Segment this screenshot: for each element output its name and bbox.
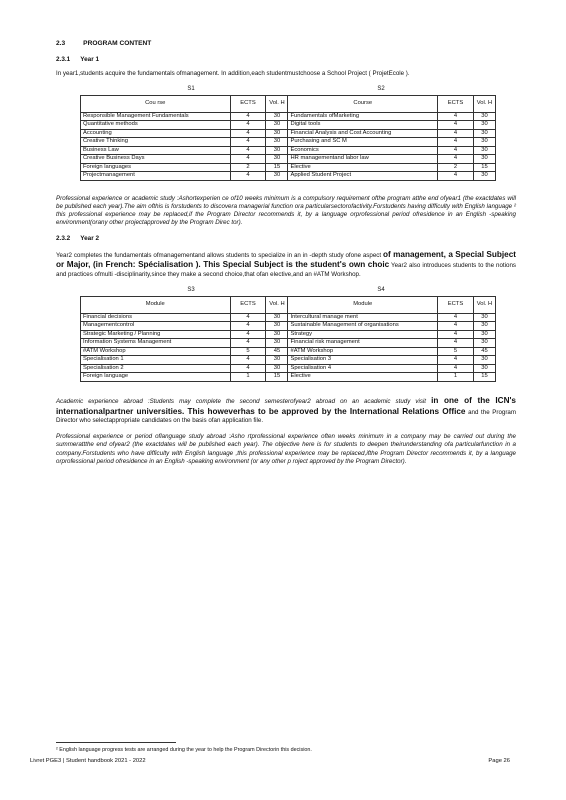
table-cell: 30 <box>473 112 495 121</box>
table-cell: 15 <box>473 373 495 382</box>
table-row <box>81 356 496 365</box>
footnote-rule <box>56 742 176 743</box>
table-cell: #ATM Workshop <box>81 347 231 356</box>
table-cell: 4 <box>230 322 266 331</box>
header-module: Module <box>288 296 438 313</box>
table-cell: 4 <box>438 356 474 365</box>
table-cell: 5 <box>230 347 266 356</box>
table-cell: 4 <box>230 356 266 365</box>
table-cell: Sustainable Management of organisations <box>288 322 438 331</box>
table-cell: 4 <box>438 146 474 155</box>
year2-number: 2.3.2 <box>56 235 71 243</box>
table-cell: Elective <box>288 373 438 382</box>
abroad-em: in one of the ICN's internationalpartner universities. This howeverhas to be approved by the International Relations Office <box>56 396 516 416</box>
table-cell: 30 <box>473 129 495 138</box>
footnote <box>56 742 516 754</box>
semester-labels-2 <box>56 287 516 295</box>
table-cell: 1 <box>230 373 266 382</box>
table-cell: 30 <box>266 356 288 365</box>
table-cell: Financial Analysis and Cost Accounting <box>288 129 438 138</box>
table-cell: Foreign language <box>81 373 231 382</box>
header-ects: ECTS <box>230 296 266 313</box>
table-cell: 4 <box>230 129 266 138</box>
table-cell: 4 <box>230 364 266 373</box>
table-cell: 45 <box>473 347 495 356</box>
table-cell: Creative Business Days <box>81 155 231 164</box>
table-row <box>81 330 496 339</box>
year2-title: Year 2 <box>80 235 100 243</box>
table-cell: Projectmanagement <box>81 172 231 181</box>
header-vol: Vol. H <box>473 296 495 313</box>
header-course: Course <box>288 95 438 112</box>
table-row <box>81 112 496 121</box>
table-cell: 15 <box>473 163 495 172</box>
table-cell: 4 <box>438 129 474 138</box>
table-cell: 30 <box>266 313 288 322</box>
table-row <box>81 121 496 130</box>
table-cell: 4 <box>230 313 266 322</box>
year2-intro-em: of management, a Special Subject or Major, (in French: Spécialisation ). This Special Subject is the student's own choic <box>56 249 516 270</box>
table-cell: 4 <box>438 322 474 331</box>
table-cell: 2 <box>230 163 266 172</box>
table-cell: 30 <box>266 129 288 138</box>
table-cell: 5 <box>438 347 474 356</box>
section-number: 2.3 <box>56 40 66 47</box>
table-cell: 4 <box>438 339 474 348</box>
table-cell: 4 <box>230 155 266 164</box>
table-cell: 30 <box>266 121 288 130</box>
table-cell: Quantitative methods <box>81 121 231 130</box>
semester-s2: S2 <box>377 85 385 92</box>
abroad-a: Academic experience abroad :Students may complete the second semesterofyear2 abroad on an academic study visit <box>56 398 427 405</box>
page-body <box>56 40 516 474</box>
table-cell: 4 <box>230 112 266 121</box>
table-cell: 4 <box>438 121 474 130</box>
footnote-text: ² English language progress tests are arranged during the year to help the Program Directorin this decision. <box>56 747 312 753</box>
table-cell: 30 <box>473 339 495 348</box>
table-cell: 4 <box>438 112 474 121</box>
table-cell: Strategic Marketing / Planning <box>81 330 231 339</box>
header-vol: Vol. H <box>266 296 288 313</box>
table-row <box>81 172 496 181</box>
table-cell: Digital tools <box>288 121 438 130</box>
table-cell: 30 <box>266 364 288 373</box>
table-row <box>81 364 496 373</box>
table-cell: 30 <box>266 155 288 164</box>
table-cell: Financial decisions <box>81 313 231 322</box>
table-row <box>81 347 496 356</box>
table-row <box>81 313 496 322</box>
table-cell: Specialisation 1 <box>81 356 231 365</box>
table-row <box>81 339 496 348</box>
year1-number: 2.3.1 <box>56 55 71 63</box>
header-course: Cou rse <box>81 95 231 112</box>
section-title: PROGRAM CONTENT <box>83 40 152 47</box>
table-cell: Specialisation 4 <box>288 364 438 373</box>
year2-intro <box>56 250 516 279</box>
year2-table <box>80 296 496 382</box>
table-cell: 4 <box>438 155 474 164</box>
section-heading <box>56 40 516 49</box>
table-row <box>81 129 496 138</box>
table-cell: Strategy <box>288 330 438 339</box>
table-row <box>81 155 496 164</box>
table-cell: 30 <box>473 356 495 365</box>
header-vol: Vol. H <box>266 95 288 112</box>
page-footer <box>30 758 510 766</box>
year1-title: Year 1 <box>80 55 100 63</box>
table-cell: Managementcontrol <box>81 322 231 331</box>
table-cell: 30 <box>266 330 288 339</box>
table-cell: 15 <box>266 373 288 382</box>
table-cell: 30 <box>473 155 495 164</box>
table-cell: 4 <box>230 330 266 339</box>
abroad-b: and the Program Director who selectappropriate candidates on the basis ofan application file. <box>56 408 516 425</box>
year1-intro: In year1,students acquire the fundamentals ofmanagement. In addition,each studentmustchoose a School Project ( ProjetEcole ). <box>56 69 410 77</box>
table-cell: Responsible Management Fundamentals <box>81 112 231 121</box>
table-cell: Foreign languages <box>81 163 231 172</box>
page-number: Page 26 <box>488 758 510 764</box>
year1-professional: Professional experience or academic study :Ashortexperien ce of10 weeks minimum is a compulsory requirement ofthe program atthe end ofyear1 (the exactdates will be published each year).The aim ofthis is forstudents to discovera managerial function ora particularsectorofactivity.Forstudents having difficulty with English language ² this professional experience may be replaced,if the Program Director recommends it, by a language orprofessional period ofresidence in an English -speaking environment(orany other projectapproved by the Program Direc tor). <box>56 195 516 227</box>
table-cell: 1 <box>438 373 474 382</box>
table-cell: Creative Thinking <box>81 138 231 147</box>
header-module: Module <box>81 296 231 313</box>
table-cell: 30 <box>266 172 288 181</box>
header-ects: ECTS <box>438 296 474 313</box>
semester-labels-1 <box>56 86 516 94</box>
table-cell: 30 <box>266 322 288 331</box>
table-row <box>81 163 496 172</box>
table-cell: 4 <box>230 172 266 181</box>
table-cell: 30 <box>473 330 495 339</box>
year2-professional: Professional experience or period oflanguage study abroad :Asho rtprofessional experience often weeks minimum in a company may be carried out during the summerattthe end ofyear2 (the exactdates will be published each year). The objective here is for students to deepen theirunderstanding ofa particularfunction in a company.Forstudents who have difficulty with English language ,this professional experience may be replaced,ifthe Program Director recommends it, by a language orprofessional period ofresidence in an English -speaking environment (or any other p roject approved by the Program Director). <box>56 433 516 465</box>
table-cell: 30 <box>266 146 288 155</box>
table-cell: Information Systems Management <box>81 339 231 348</box>
table-cell: 4 <box>438 172 474 181</box>
table-cell: 30 <box>473 313 495 322</box>
table-cell: 30 <box>473 172 495 181</box>
table-cell: Purchasing and SC M <box>288 138 438 147</box>
semester-s4: S4 <box>377 286 385 293</box>
table-cell: Financial risk management <box>288 339 438 348</box>
table-cell: 30 <box>266 138 288 147</box>
header-ects: ECTS <box>230 95 266 112</box>
table-row <box>81 146 496 155</box>
year2-intro-b: Year2 also introduces students to the notions and practices ofmulti -disciplinarity,since they make a second choice,that ofan elective,and an #ATM Workshop. <box>56 262 516 278</box>
table-cell: 4 <box>438 313 474 322</box>
table-row <box>81 373 496 382</box>
year2-intro-a: Year2 completes the fundamentals ofmanagementand allows students to specialize in an in -depth study ofone aspect <box>56 251 382 259</box>
table-cell: 4 <box>438 138 474 147</box>
table-cell: 4 <box>230 339 266 348</box>
table-cell: Economics <box>288 146 438 155</box>
table-cell: 4 <box>438 364 474 373</box>
abroad-paragraph <box>56 396 516 425</box>
table-cell: #ATM Workshop <box>288 347 438 356</box>
table-cell: 30 <box>473 146 495 155</box>
table-cell: 4 <box>230 121 266 130</box>
table-cell: Accounting <box>81 129 231 138</box>
table-cell: 30 <box>473 364 495 373</box>
semester-s3: S3 <box>187 286 195 293</box>
table-cell: Specialisation 3 <box>288 356 438 365</box>
table-cell: 45 <box>266 347 288 356</box>
header-ects: ECTS <box>438 95 474 112</box>
year2-heading <box>56 235 516 243</box>
table-cell: 30 <box>266 112 288 121</box>
semester-s1: S1 <box>187 85 195 92</box>
table-cell: 30 <box>473 322 495 331</box>
table-cell: 4 <box>438 330 474 339</box>
table-cell: 4 <box>230 146 266 155</box>
table-cell: 2 <box>438 163 474 172</box>
header-vol: Vol. H <box>473 95 495 112</box>
table-cell: 30 <box>473 138 495 147</box>
footer-left: Livret PGE3 | Student handbook 2021 - 2022 <box>30 758 146 764</box>
table-cell: Applied Student Project <box>288 172 438 181</box>
table-row <box>81 138 496 147</box>
table-cell: HR managementand labor law <box>288 155 438 164</box>
table-row <box>81 322 496 331</box>
year1-heading <box>56 56 516 64</box>
table-cell: 30 <box>266 339 288 348</box>
table-cell: Elective <box>288 163 438 172</box>
table-cell: 30 <box>473 121 495 130</box>
table-cell: Business Law <box>81 146 231 155</box>
table-cell: 15 <box>266 163 288 172</box>
year1-table <box>80 95 496 181</box>
table-cell: Specialisation 2 <box>81 364 231 373</box>
table-cell: Fundamentals ofMarketing <box>288 112 438 121</box>
table-cell: Intercultural manage ment <box>288 313 438 322</box>
table-cell: 4 <box>230 138 266 147</box>
